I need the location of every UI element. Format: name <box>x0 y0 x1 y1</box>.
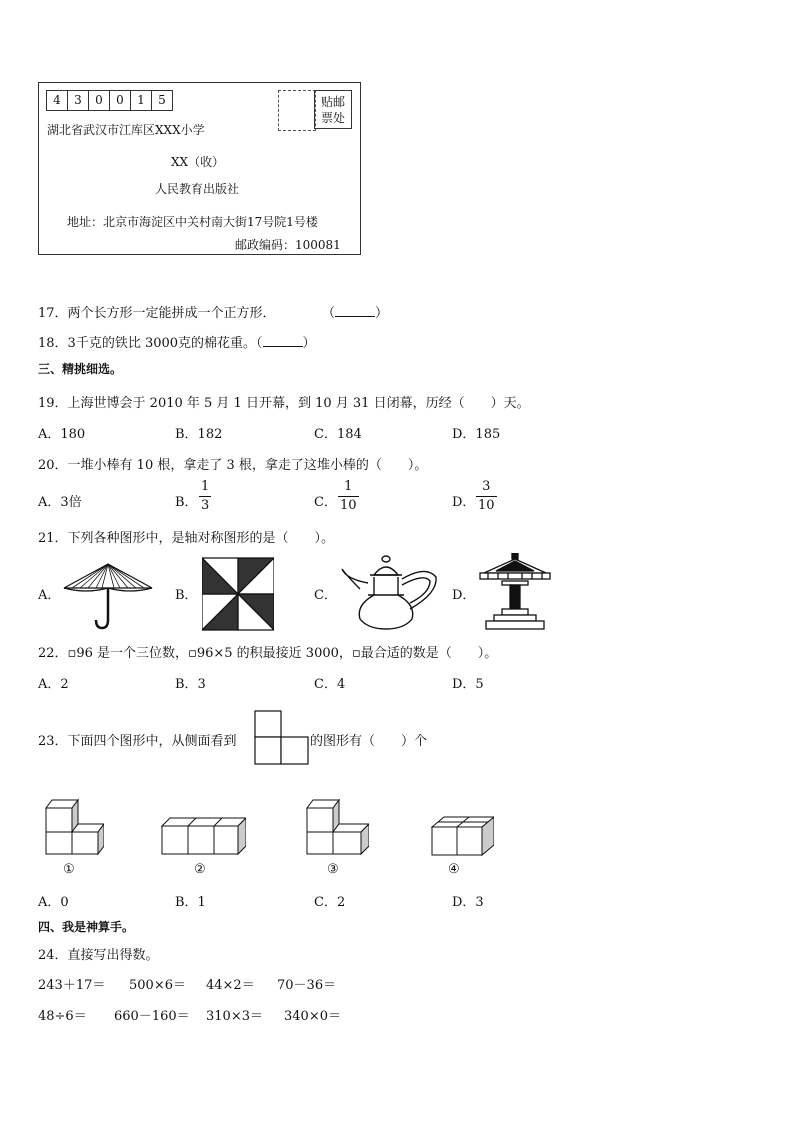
calc-item: 70－36＝ <box>277 978 337 993</box>
option-b[interactable]: B． <box>175 588 198 603</box>
zip-digit: 0 <box>88 90 110 111</box>
calc-item: 44×2＝ <box>206 978 255 993</box>
cube-stack-figure-3 <box>305 798 369 856</box>
question-24: 24．直接写出得数。 <box>38 948 159 963</box>
address: 地址：北京市海淀区中关村南大街17号院1号楼 <box>67 215 318 229</box>
fraction-d <box>476 480 497 513</box>
option-c[interactable]: C．4 <box>314 677 346 692</box>
option-b[interactable]: B．3 <box>175 677 206 692</box>
umbrella-icon <box>62 562 154 630</box>
fraction-b <box>199 480 211 513</box>
figure-label: ② <box>194 862 206 877</box>
cube-stack-figure-2 <box>160 816 246 856</box>
zip-digit: 5 <box>151 90 173 111</box>
calc-item: 48÷6＝ <box>38 1009 87 1024</box>
figure-label: ④ <box>448 862 460 877</box>
paren-close: ） <box>375 306 389 321</box>
question-17 <box>38 302 276 321</box>
blank-line[interactable] <box>263 335 303 347</box>
option-d[interactable]: D．5 <box>452 677 484 692</box>
side-view-icon <box>254 710 310 766</box>
blank-line <box>335 305 375 317</box>
figure-label: ③ <box>327 862 339 877</box>
zip-code-boxes <box>47 90 173 111</box>
answer-blank-17[interactable] <box>322 302 388 321</box>
option-a[interactable]: A． <box>38 588 61 603</box>
postcode: 邮政编码：100081 <box>235 238 341 252</box>
option-b[interactable]: B．182 <box>175 427 223 442</box>
option-b[interactable]: B．1 <box>175 895 206 910</box>
paren-open: （ <box>256 336 263 351</box>
question-18 <box>38 332 316 351</box>
calc-item: 243＋17＝ <box>38 978 106 993</box>
option-d[interactable]: D．3 <box>452 895 484 910</box>
option-c-label[interactable]: C． <box>314 495 337 510</box>
stamp-label: 贴邮 <box>320 95 345 109</box>
option-a[interactable]: A．180 <box>38 427 86 442</box>
question-20: 20．一堆小棒有 10 根，拿走了 3 根，拿走了这堆小棒的（ ）。 <box>38 458 428 473</box>
stamp-outline <box>278 90 316 131</box>
teapot-icon <box>338 555 440 631</box>
numerator: 1 <box>344 479 353 494</box>
numerator: 3 <box>482 479 491 494</box>
denominator: 3 <box>201 498 210 513</box>
cube-stack-figure-4 <box>430 815 494 857</box>
stamp-label: 票处 <box>320 111 345 125</box>
recipient: XX（收） <box>171 155 225 169</box>
zip-digit: 1 <box>130 90 152 111</box>
question-23-tail: 的图形有（ ）个 <box>310 734 428 749</box>
calc-item: 660－160＝ <box>114 1009 190 1024</box>
question-21: 21．下列各种图形中，是轴对称图形的是（ ）。 <box>38 531 335 546</box>
from-address: 湖北省武汉市江库区XXX小学 <box>47 123 205 137</box>
cube-stack-figure-1 <box>44 798 104 856</box>
option-d[interactable]: D．185 <box>452 427 501 442</box>
question-text: 17．两个长方形一定能拼成一个正方形． <box>38 306 276 321</box>
calc-item: 340×0＝ <box>284 1009 341 1024</box>
zip-digit: 0 <box>109 90 131 111</box>
publisher: 人民教育出版社 <box>155 182 240 196</box>
envelope <box>38 82 361 255</box>
paren-open: （ <box>322 306 336 321</box>
question-23: 23．下面四个图形中，从侧面看到 <box>38 734 237 749</box>
calc-item: 500×6＝ <box>129 978 186 993</box>
paren-close: ） <box>302 336 316 351</box>
calc-item: 310×3＝ <box>206 1009 263 1024</box>
fraction-c <box>338 480 359 513</box>
figure-label: ① <box>63 862 75 877</box>
option-c[interactable]: C． <box>314 588 337 603</box>
option-d[interactable]: D． <box>452 588 476 603</box>
lamp-icon <box>478 553 552 631</box>
zip-digit: 4 <box>46 90 68 111</box>
stamp-box <box>314 90 352 129</box>
question-text: 18．3千克的铁比 3000克的棉花重。 <box>38 336 257 351</box>
option-a[interactable]: A．0 <box>38 895 69 910</box>
numerator: 1 <box>201 479 210 494</box>
question-19: 19．上海世博会于 2010 年 5 月 1 日开幕，到 10 月 31 日闭幕，历经（ ）天。 <box>38 396 530 411</box>
question-22: 22．▫96 是一个三位数，▫96×5 的积最接近 3000，▫最合适的数是（ ）。 <box>38 646 498 661</box>
section-heading: 四、我是神算手。 <box>38 920 135 934</box>
option-c[interactable]: C．2 <box>314 895 346 910</box>
section-heading: 三、精挑细选。 <box>38 362 123 376</box>
option-c[interactable]: C．184 <box>314 427 362 442</box>
option-a[interactable]: A．2 <box>38 677 69 692</box>
zip-digit: 3 <box>67 90 89 111</box>
option-b-label[interactable]: B． <box>175 495 198 510</box>
pinwheel-icon <box>202 556 274 632</box>
option-a[interactable]: A．3倍 <box>38 495 82 510</box>
denominator: 10 <box>478 498 495 513</box>
option-d-label[interactable]: D． <box>452 495 476 510</box>
denominator: 10 <box>340 498 357 513</box>
